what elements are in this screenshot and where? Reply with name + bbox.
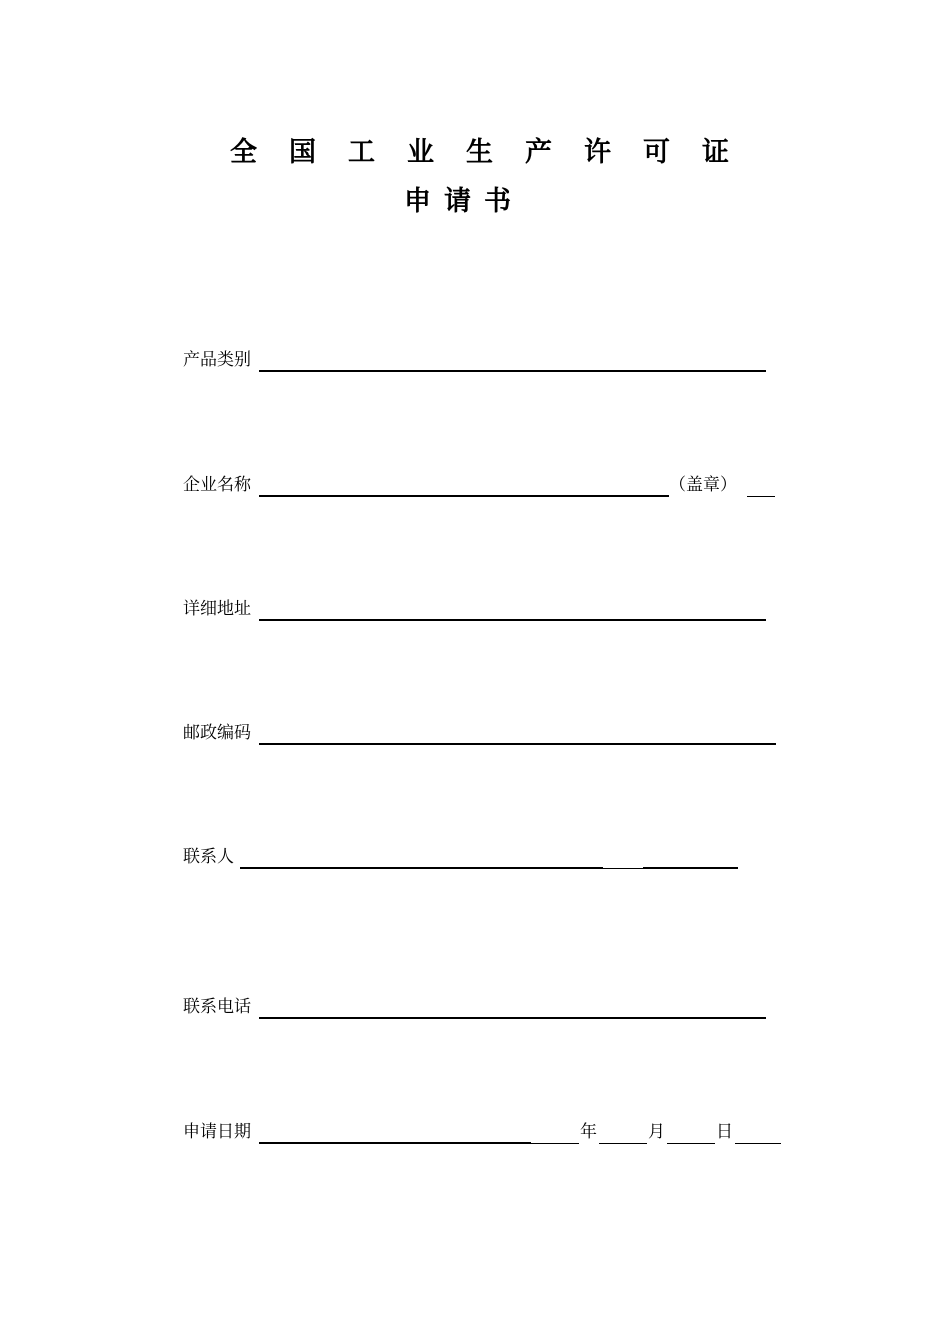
month-blank[interactable] bbox=[599, 1143, 647, 1144]
phone-field[interactable] bbox=[183, 995, 767, 1019]
document-subtitle: 申请书 bbox=[404, 186, 524, 217]
year-label: 年 bbox=[580, 1122, 597, 1142]
contact-person-line[interactable] bbox=[240, 867, 603, 869]
company-name-line[interactable] bbox=[259, 495, 669, 497]
application-date-field[interactable] bbox=[183, 1120, 783, 1144]
application-date-label: 申请日期 bbox=[183, 1122, 251, 1142]
company-name-field[interactable] bbox=[183, 473, 777, 497]
seal-note: （盖章） bbox=[669, 475, 737, 495]
month-label: 月 bbox=[648, 1122, 665, 1142]
address-field[interactable] bbox=[183, 597, 767, 621]
product-category-field[interactable] bbox=[183, 348, 767, 372]
product-category-line[interactable] bbox=[259, 370, 766, 372]
postal-code-line[interactable] bbox=[259, 743, 776, 745]
contact-person-line-gap bbox=[603, 868, 643, 869]
postal-code-field[interactable] bbox=[183, 721, 777, 745]
day-line-tail bbox=[735, 1143, 781, 1144]
address-line[interactable] bbox=[259, 619, 766, 621]
phone-line[interactable] bbox=[259, 1017, 766, 1019]
year-blank[interactable] bbox=[531, 1143, 579, 1144]
address-label: 详细地址 bbox=[183, 599, 251, 619]
day-label: 日 bbox=[716, 1122, 733, 1142]
company-name-label: 企业名称 bbox=[183, 475, 251, 495]
application-date-line[interactable] bbox=[259, 1142, 531, 1144]
contact-person-label: 联系人 bbox=[183, 847, 234, 867]
day-blank[interactable] bbox=[667, 1143, 715, 1144]
phone-label: 联系电话 bbox=[183, 997, 251, 1017]
contact-person-field[interactable] bbox=[183, 845, 739, 869]
contact-person-line-end[interactable] bbox=[643, 867, 738, 869]
document-title: 全国工业生产许可证 bbox=[230, 137, 761, 168]
postal-code-label: 邮政编码 bbox=[183, 723, 251, 743]
product-category-label: 产品类别 bbox=[183, 350, 251, 370]
company-name-line-tail bbox=[747, 496, 775, 497]
